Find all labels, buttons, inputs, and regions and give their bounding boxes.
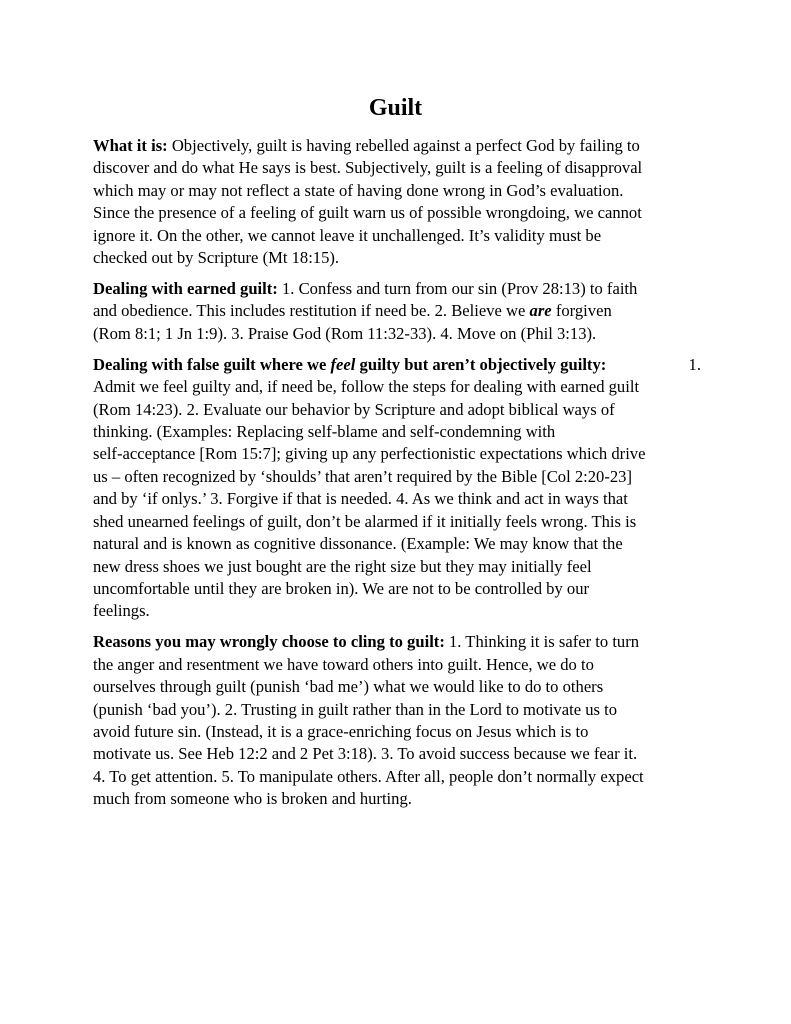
- paragraph-text: 1. Confess and turn from our sin (Prov 28:13) to faith: [277, 279, 638, 299]
- paragraph-line: 4. To get attention. 5. To manipulate others. After all, people don’t normally expect: [93, 766, 644, 786]
- paragraph-line: checked out by Scripture (Mt 18:15).: [93, 248, 340, 268]
- section-reasons-cling: [93, 631, 701, 810]
- paragraph-line: avoid future sin. (Instead, it is a grace-enriching focus on Jesus which is to: [93, 721, 589, 741]
- heading-emphasis: feel: [330, 354, 356, 374]
- paragraph-line: natural and is known as cognitive dissonance. (Example: We may know that the: [93, 534, 623, 554]
- paragraph-line: (Rom 8:1; 1 Jn 1:9). 3. Praise God (Rom 11:32-33). 4. Move on (Phil 3:13).: [93, 323, 597, 343]
- paragraph-line: [93, 354, 701, 376]
- paragraph-line: and by ‘if onlys.’ 3. Forgive if that is needed. 4. As we think and act in ways that: [93, 489, 628, 509]
- page-title: Guilt: [368, 95, 423, 121]
- section-heading: [93, 354, 606, 376]
- paragraph-line: self-acceptance [Rom 15:7]; giving up any perfectionistic expectations which drive: [93, 444, 646, 464]
- paragraph-line: [93, 278, 701, 300]
- section-what-it-is: [93, 135, 701, 269]
- paragraph-line: (Rom 14:23). 2. Evaluate our behavior by Scripture and adopt biblical ways of: [93, 399, 615, 419]
- paragraph-line: Admit we feel guilty and, if need be, follow the steps for dealing with earned guilt: [93, 377, 640, 397]
- section-heading: What it is:: [93, 136, 168, 155]
- paragraph-text: and obedience. This includes restitution if need be. 2. Believe we: [93, 301, 530, 321]
- paragraph-text: Objectively, guilt is having rebelled against a perfect God by failing to: [167, 136, 640, 155]
- paragraph-line: (punish ‘bad you’). 2. Trusting in guilt rather than in the Lord to motivate us to: [93, 699, 618, 719]
- paragraph-line: [93, 631, 701, 653]
- section-false-guilt: [93, 354, 701, 623]
- paragraph-line: ignore it. On the other, we cannot leave it unchallenged. It’s validity must be: [93, 225, 602, 245]
- paragraph-line: thinking. (Examples: Replacing self-blame and self-condemning with: [93, 422, 556, 442]
- paragraph-line: which may or may not reflect a state of having done wrong in God’s evaluation.: [93, 180, 624, 200]
- paragraph-line: the anger and resentment we have toward others into guilt. Hence, we do to: [93, 654, 594, 674]
- paragraph-line: much from someone who is broken and hurting.: [93, 789, 412, 809]
- paragraph-line: discover and do what He says is best. Subjectively, guilt is a feeling of disapproval: [93, 158, 643, 178]
- paragraph-line: motivate us. See Heb 12:2 and 2 Pet 3:18). 3. To avoid success because we fear it.: [93, 744, 638, 764]
- section-heading: Dealing with earned guilt:: [93, 279, 278, 299]
- paragraph-line: Since the presence of a feeling of guilt warn us of possible wrongdoing, we cannot: [93, 203, 642, 223]
- paragraph-text: 1. Thinking it is safer to turn: [444, 632, 640, 652]
- paragraph-line: uncomfortable until they are broken in). We are not to be controlled by our: [93, 578, 590, 598]
- paragraph-line: feelings.: [93, 601, 150, 621]
- paragraph-line: new dress shoes we just bought are the right size but they may initially feel: [93, 556, 592, 576]
- paragraph-line: us – often recognized by ‘shoulds’ that aren’t required by the Bible [Col 2:20-23]: [93, 466, 633, 486]
- document-body: [93, 135, 701, 819]
- heading-text: Dealing with false guilt where we: [93, 354, 331, 374]
- paragraph-line: ourselves through guilt (punish ‘bad me’) what we would like to do to others: [93, 677, 604, 697]
- paragraph-line: [93, 300, 701, 322]
- heading-text: guilty but aren’t objectively guilty:: [355, 354, 607, 374]
- paragraph-line: shed unearned feelings of guilt, don’t be alarmed if it initially feels wrong. This is: [93, 511, 637, 531]
- list-number: 1.: [688, 354, 701, 374]
- paragraph-text: forgiven: [551, 301, 612, 321]
- emphasis-text: are: [529, 301, 552, 321]
- section-heading: Reasons you may wrongly choose to cling to guilt:: [93, 632, 445, 652]
- paragraph-line: [93, 135, 701, 157]
- section-earned-guilt: [93, 278, 701, 345]
